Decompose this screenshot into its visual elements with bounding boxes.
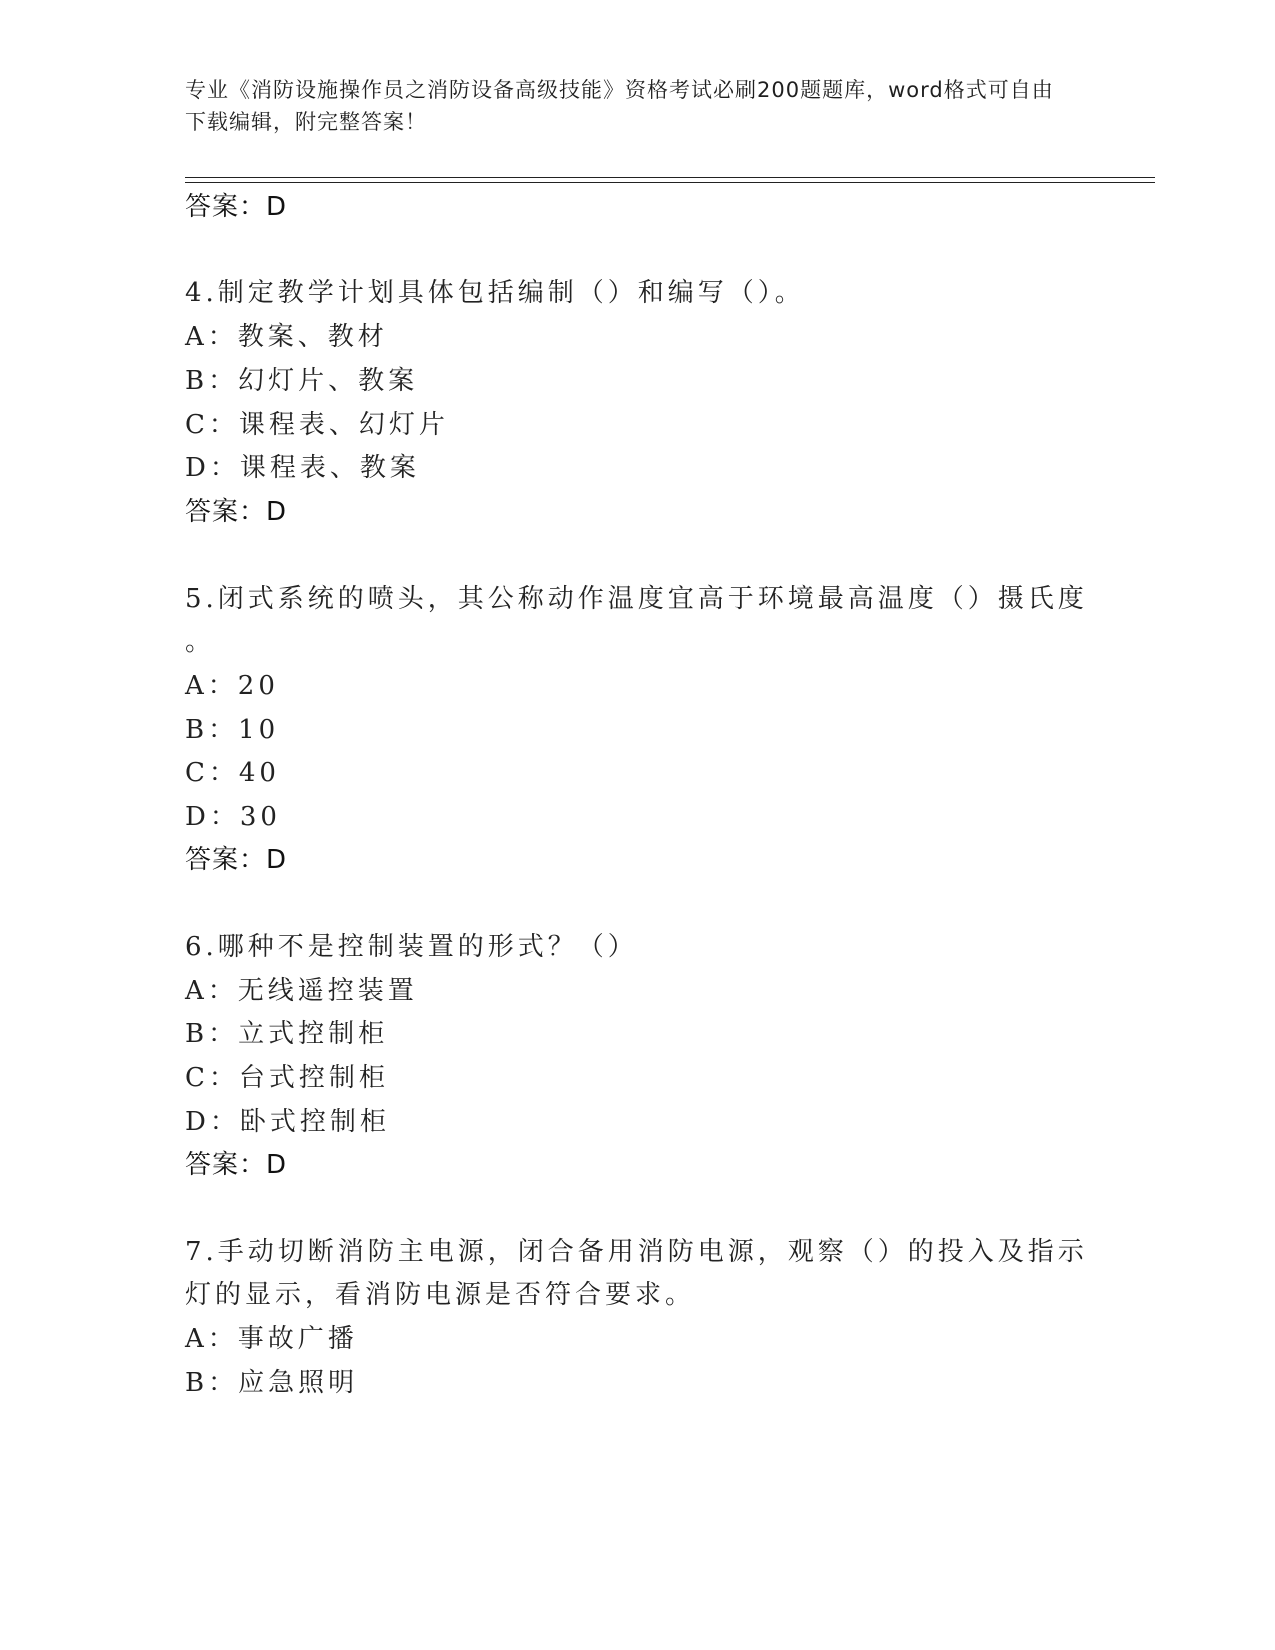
option-d: D：卧式控制柜 <box>185 1107 390 1137</box>
option-b: B：立式控制柜 <box>185 1019 389 1049</box>
option-b: B：10 <box>185 715 280 745</box>
option-b: B：幻灯片、教案 <box>185 366 419 396</box>
header-divider-bottom <box>185 182 1155 183</box>
answer-line: 答案：D <box>185 1150 288 1180</box>
option-c: C：台式控制柜 <box>185 1063 389 1093</box>
header-divider-top <box>185 177 1155 178</box>
option-b: B：应急照明 <box>185 1368 359 1398</box>
question-stem: 5.闭式系统的喷头，其公称动作温度宜高于环境最高温度（）摄氏度 <box>185 584 1088 614</box>
option-a: A：事故广播 <box>185 1324 358 1354</box>
option-a: A：无线遥控装置 <box>185 976 418 1006</box>
answer-line: 答案：D <box>185 845 288 875</box>
question-stem-continuation: 。 <box>185 627 216 657</box>
option-d: D：课程表、教案 <box>185 453 420 483</box>
answer-line: 答案：D <box>185 192 288 222</box>
option-a: A：教案、教材 <box>185 322 388 352</box>
page-header: 专业《消防设施操作员之消防设备高级技能》资格考试必刷200题题库，word格式可自由下载编辑，附完整答案！ <box>185 78 1054 134</box>
option-d: D：30 <box>185 802 281 832</box>
option-c: C：40 <box>185 758 280 788</box>
question-stem-continuation: 灯的显示，看消防电源是否符合要求。 <box>185 1280 696 1310</box>
question-stem: 6.哪种不是控制装置的形式？（） <box>185 932 638 962</box>
question-stem: 7.手动切断消防主电源，闭合备用消防电源，观察（）的投入及指示 <box>185 1237 1088 1267</box>
option-a: A：20 <box>185 671 279 701</box>
question-stem: 4.制定教学计划具体包括编制（）和编写（）。 <box>185 278 805 308</box>
answer-line: 答案：D <box>185 497 288 527</box>
option-c: C：课程表、幻灯片 <box>185 410 449 440</box>
